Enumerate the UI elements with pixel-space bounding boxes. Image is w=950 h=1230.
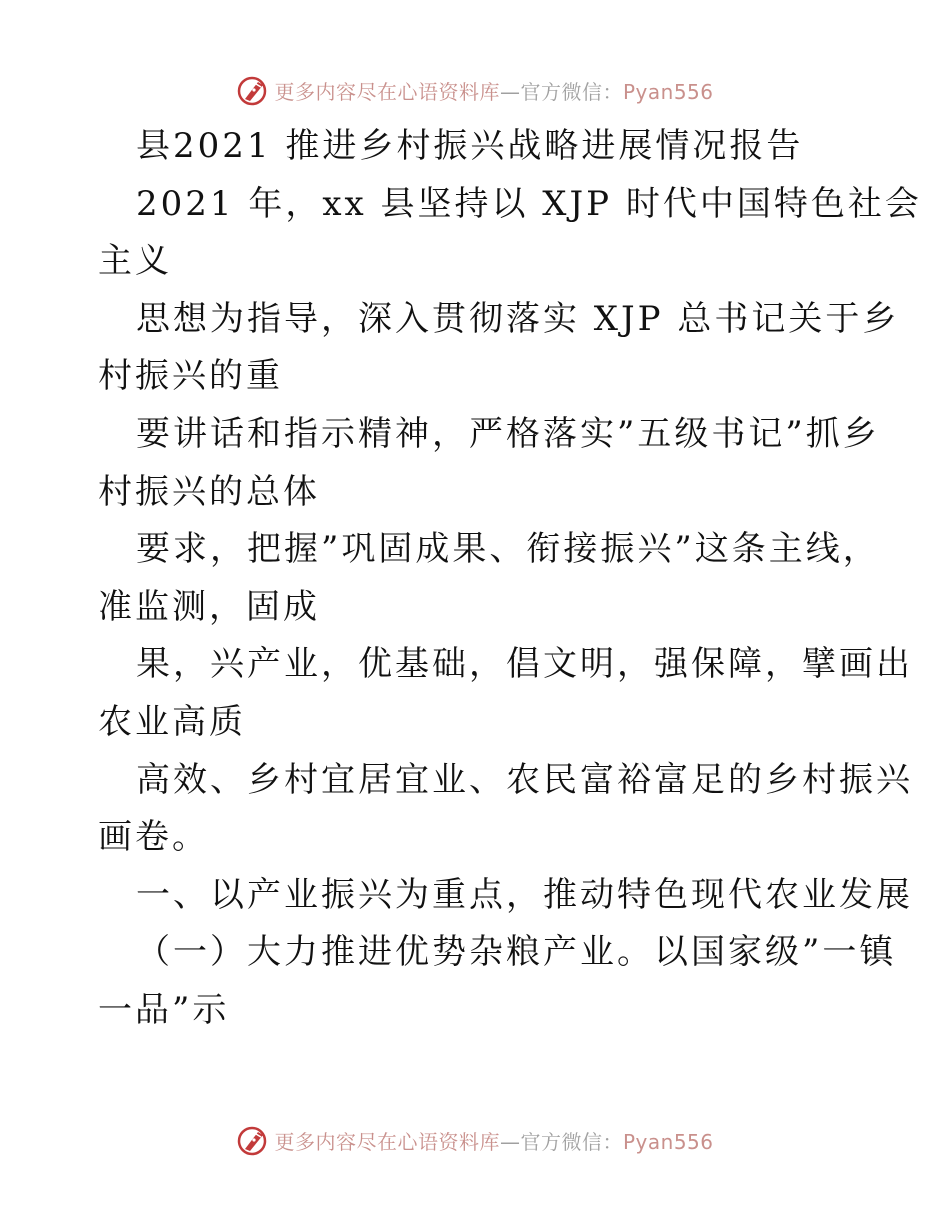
paragraph-line: 果，兴产业，优基础，倡文明，强保障，擘画出 <box>136 644 913 685</box>
footer-watermark-wechat-label: 官方微信： <box>520 1129 623 1154</box>
footer-watermark-separator: — <box>499 1129 521 1154</box>
footer-watermark-text <box>274 1126 713 1155</box>
paragraph-line: 村振兴的重 <box>98 356 283 397</box>
pen-nib-logo-icon <box>236 73 270 107</box>
paragraph-line: 村振兴的总体 <box>98 471 320 512</box>
paragraph-line: 高效、乡村宜居宜业、农民富裕富足的乡村振兴 <box>136 759 913 800</box>
header-watermark-wechat-label: 官方微信： <box>520 79 623 104</box>
pen-nib-logo-icon <box>236 1123 270 1157</box>
header-watermark-banner <box>0 70 950 110</box>
header-watermark-site: 更多内容尽在心语资料库 <box>274 79 500 104</box>
header-watermark-text <box>274 76 713 105</box>
paragraph-line: （一）大力推进优势杂粮产业。以国家级”一镇 <box>136 932 897 973</box>
footer-watermark-account: Pyan556 <box>622 1129 714 1154</box>
paragraph-line: 主义 <box>98 241 172 282</box>
footer-watermark-banner <box>0 1120 950 1160</box>
footer-watermark-site: 更多内容尽在心语资料库 <box>274 1129 500 1154</box>
paragraph-line: 要求，把握”巩固成果、衔接振兴”这条主线， <box>136 529 880 570</box>
paragraph-line: 准监测，固成 <box>98 586 320 627</box>
header-watermark-separator: — <box>499 79 521 104</box>
paragraph-line: 一品”示 <box>98 989 230 1030</box>
header-watermark-account: Pyan556 <box>622 79 714 104</box>
document-body <box>98 118 922 1040</box>
paragraph-line: 画卷。 <box>98 817 209 858</box>
paragraph-line: 2021 年，xx 县坚持以 XJP 时代中国特色社会 <box>136 183 922 224</box>
paragraph-line: 思想为指导，深入贯彻落实 XJP 总书记关于乡 <box>136 298 900 339</box>
paragraph-line: 农业高质 <box>98 701 246 742</box>
document-title: 县2021 推进乡村振兴战略进展情况报告 <box>136 126 804 166</box>
section-heading: 一、以产业振兴为重点，推动特色现代农业发展 <box>136 874 913 915</box>
paragraph-line: 要讲话和指示精神，严格落实”五级书记”抓乡 <box>136 413 880 454</box>
